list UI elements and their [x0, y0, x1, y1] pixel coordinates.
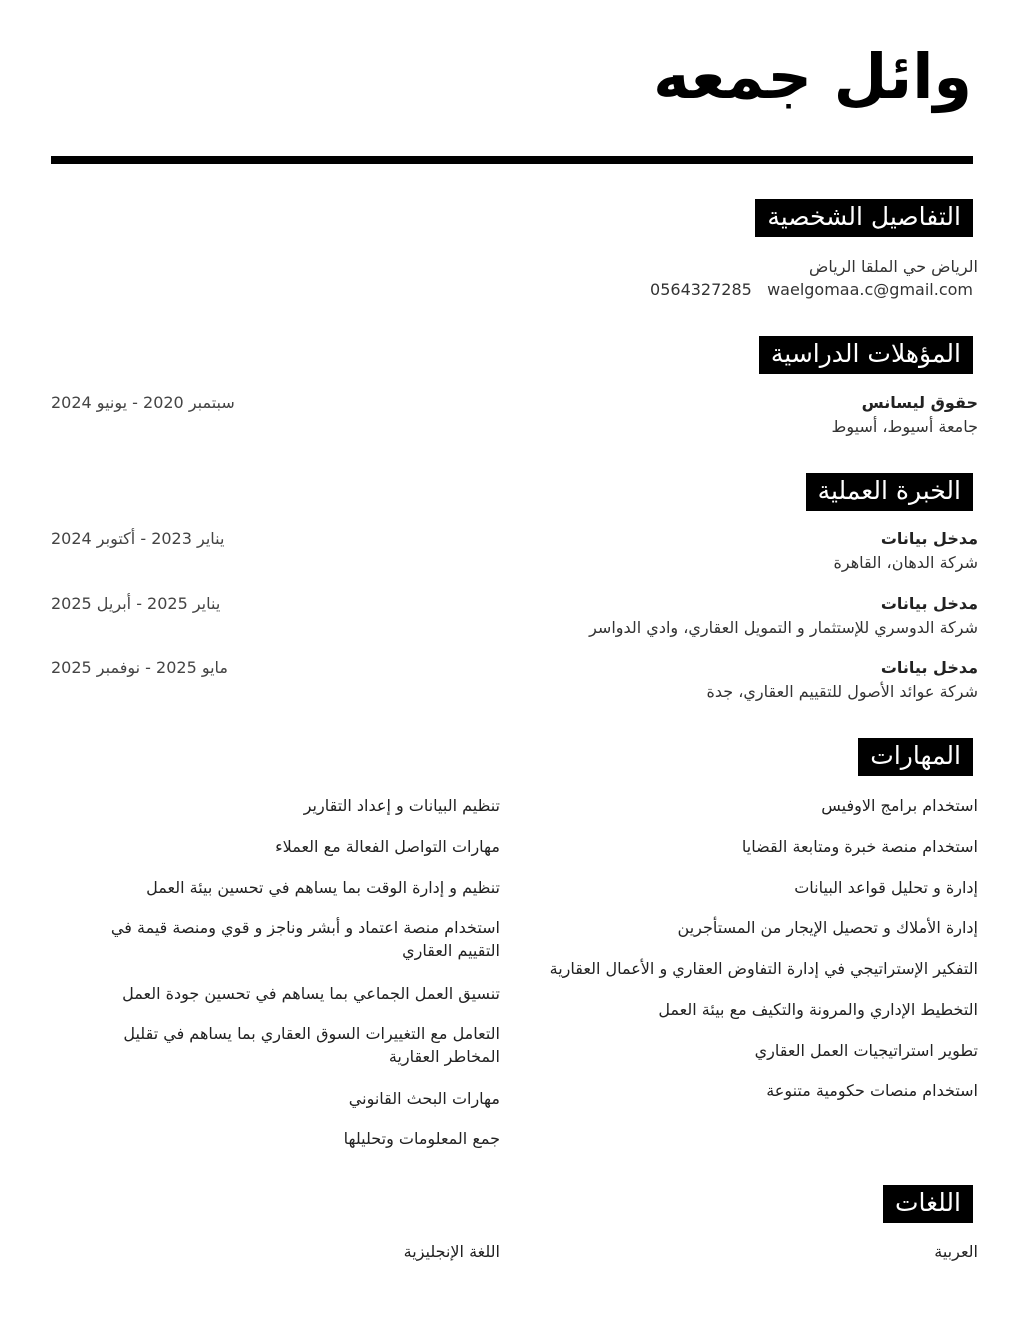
skill-item: جمع المعلومات وتحليلها: [343, 1129, 500, 1148]
section-heading-personal: التفاصيل الشخصية: [755, 199, 973, 237]
section-heading-languages: اللغات: [883, 1185, 973, 1223]
candidate-name: وائل جمعه: [653, 40, 972, 113]
skill-item: استخدام منصات حكومية متنوعة: [766, 1081, 978, 1100]
experience-title: مدخل بيانات: [880, 529, 978, 548]
experience-title: مدخل بيانات: [880, 594, 978, 613]
education-institution: جامعة أسيوط، أسيوط: [831, 417, 978, 436]
experience-dates: يناير 2025 - أبريل 2025: [51, 594, 221, 613]
email: waelgomaa.c@gmail.com: [767, 280, 973, 299]
experience-dates: مايو 2025 - نوفمبر 2025: [51, 658, 228, 677]
skill-item: إدارة و تحليل قواعد البيانات: [794, 878, 978, 897]
skill-item: استخدام منصة اعتماد و أبشر وناجز و قوي ومنصة قيمة في التقييم العقاري: [110, 918, 500, 960]
experience-company: شركة الدوسري للإستثمار و التمويل العقاري، وادي الدواسر: [589, 618, 978, 637]
experience-dates: يناير 2023 - أكتوبر 2024: [51, 529, 225, 548]
experience-title: مدخل بيانات: [880, 658, 978, 677]
section-heading-experience: الخبرة العملية: [806, 473, 973, 511]
skill-item: تطوير استراتيجيات العمل العقاري: [754, 1041, 978, 1060]
experience-company: شركة عوائد الأصول للتقييم العقاري، جدة: [706, 682, 978, 701]
section-heading-skills: المهارات: [858, 738, 973, 776]
language-item: العربية: [934, 1242, 978, 1261]
phone: 0564327285: [650, 280, 752, 299]
skill-item: تنظيم البيانات و إعداد التقارير: [303, 796, 500, 815]
education-dates: سبتمبر 2020 - يونيو 2024: [51, 393, 235, 412]
header-divider: [51, 156, 973, 164]
skill-item: التفكير الإستراتيجي في إدارة التفاوض العقاري و الأعمال العقارية: [549, 959, 978, 978]
skill-item: إدارة الأملاك و تحصيل الإيجار من المستأجرين: [677, 918, 978, 937]
skill-item: التخطيط الإداري والمرونة والتكيف مع بيئة العمل: [658, 1000, 978, 1019]
education-degree: حقوق ليسانس: [861, 393, 978, 412]
skill-item: استخدام منصة خبرة ومتابعة القضايا: [741, 837, 978, 856]
skill-item: استخدام برامج الاوفيس: [821, 796, 978, 815]
skill-item: مهارات البحث القانوني: [348, 1089, 500, 1108]
address: الرياض حي الملقا الرياض: [809, 257, 978, 276]
skill-item: مهارات التواصل الفعالة مع العملاء: [275, 837, 500, 856]
language-item: اللغة الإنجليزية: [403, 1242, 500, 1261]
section-heading-education: المؤهلات الدراسية: [759, 336, 973, 374]
contact-line: [650, 280, 973, 299]
skill-item: تنسيق العمل الجماعي بما يساهم في تحسين جودة العمل: [122, 984, 500, 1003]
skill-item: تنظيم و إدارة الوقت بما يساهم في تحسين بيئة العمل: [146, 878, 500, 897]
experience-company: شركة الدهان، القاهرة: [833, 553, 978, 572]
skill-item: التعامل مع التغييرات السوق العقاري بما يساهم في تقليل المخاطر العقارية: [123, 1024, 500, 1066]
